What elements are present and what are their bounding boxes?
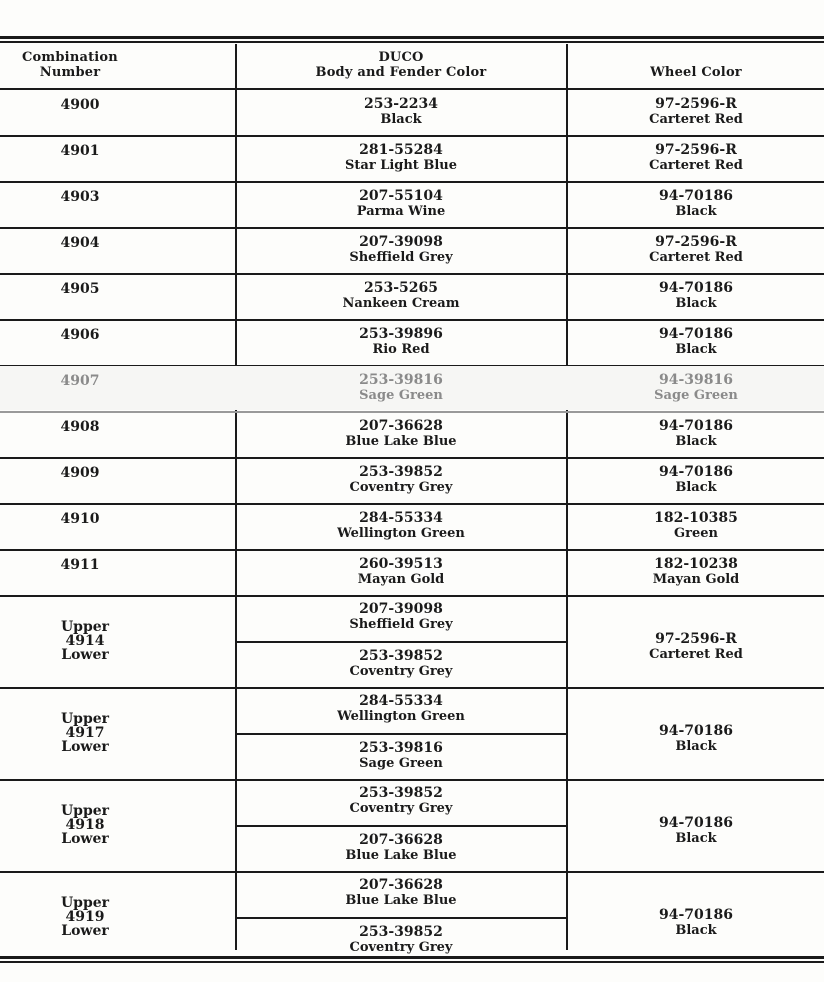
body-color-name: Star Light Blue — [345, 158, 457, 173]
wheel-color-code: 94-70186 — [659, 723, 733, 739]
header-duco: DUCO — [378, 50, 424, 65]
row-rule — [0, 595, 824, 597]
row-rule — [0, 411, 824, 413]
combination-number: 4906 — [60, 327, 100, 343]
combination-number: 4901 — [60, 143, 100, 159]
wheel-color-name: Black — [675, 739, 717, 754]
lower-body-color-code: 207-36628 — [359, 832, 443, 848]
combination-number: 4909 — [60, 465, 100, 481]
wheel-color-code: 94-70186 — [659, 326, 733, 342]
lower-body-color-name: Blue Lake Blue — [345, 848, 457, 863]
combination-number: 4914 — [65, 633, 105, 649]
row-rule — [0, 319, 824, 321]
row-rule — [0, 227, 824, 229]
row-rule — [0, 273, 824, 275]
wheel-color-code: 97-2596-R — [655, 142, 737, 158]
header-wheel-color — [568, 65, 824, 80]
body-color-name: Nankeen Cream — [342, 296, 460, 311]
combination-number: 4910 — [60, 511, 100, 527]
two-tone-lower-label: Lower — [61, 647, 109, 663]
wheel-color-code: 94-70186 — [659, 418, 733, 434]
body-color-name: Mayan Gold — [357, 572, 445, 587]
wheel-color-name: Black — [675, 480, 717, 495]
body-color-code: 253-39852 — [359, 464, 443, 480]
inner-row-rule — [236, 641, 566, 643]
wheel-color-name: Mayan Gold — [652, 572, 740, 587]
header-rule — [0, 88, 824, 90]
lower-body-color-name: Coventry Grey — [349, 940, 453, 955]
body-color-code: 253-39816 — [359, 372, 443, 388]
lower-body-color-code: 253-39852 — [359, 924, 443, 940]
bottom-rule — [0, 956, 824, 963]
row-rule — [0, 135, 824, 137]
body-color-name: Coventry Grey — [349, 480, 453, 495]
body-color-code: 207-36628 — [359, 418, 443, 434]
body-color-code: 281-55284 — [359, 142, 443, 158]
upper-body-color-code: 207-36628 — [359, 877, 443, 893]
inner-row-rule — [236, 917, 566, 919]
body-color-code: 253-5265 — [364, 280, 438, 296]
upper-body-color-name: Coventry Grey — [349, 801, 453, 816]
upper-body-color-name: Wellington Green — [337, 709, 465, 724]
combination-number: 4908 — [60, 419, 100, 435]
header-combination-line2: Number — [39, 65, 101, 80]
wheel-color-name: Black — [675, 296, 717, 311]
combination-number: 4900 — [60, 97, 100, 113]
wheel-color-code: 94-70186 — [659, 464, 733, 480]
wheel-color-name: Black — [675, 434, 717, 449]
header-body-fender-color — [236, 50, 566, 80]
upper-body-color-name: Sheffield Grey — [349, 617, 453, 632]
body-color-name: Wellington Green — [337, 526, 465, 541]
wheel-color-code: 94-70186 — [659, 280, 733, 296]
lower-body-color-name: Coventry Grey — [349, 664, 453, 679]
two-tone-lower-label: Lower — [61, 739, 109, 755]
body-color-code: 253-39896 — [359, 326, 443, 342]
two-tone-lower-label: Lower — [61, 923, 109, 939]
combination-number: 4917 — [65, 725, 105, 741]
body-color-name: Sage Green — [359, 388, 443, 403]
body-color-name: Black — [380, 112, 422, 127]
two-tone-upper-label: Upper — [60, 895, 110, 911]
wheel-color-code: 97-2596-R — [655, 96, 737, 112]
inner-row-rule — [236, 733, 566, 735]
body-color-name: Sheffield Grey — [349, 250, 453, 265]
body-color-code: 207-39098 — [359, 234, 443, 250]
header-wheel: Wheel Color — [650, 65, 742, 80]
upper-body-color-name: Blue Lake Blue — [345, 893, 457, 908]
row-rule — [0, 503, 824, 505]
upper-body-color-code: 253-39852 — [359, 785, 443, 801]
header-combination-number — [0, 50, 140, 80]
row-rule — [0, 457, 824, 459]
wheel-color-code: 182-10385 — [654, 510, 738, 526]
wheel-color-name: Sage Green — [654, 388, 738, 403]
wheel-color-name: Carteret Red — [649, 250, 743, 265]
combination-number: 4905 — [60, 281, 100, 297]
row-rule — [0, 181, 824, 183]
wheel-color-code: 97-2596-R — [655, 234, 737, 250]
wheel-color-name: Carteret Red — [649, 647, 743, 662]
body-color-name: Blue Lake Blue — [345, 434, 457, 449]
combination-number: 4907 — [60, 373, 100, 389]
upper-body-color-code: 207-39098 — [359, 601, 443, 617]
body-color-code: 207-55104 — [359, 188, 443, 204]
inner-row-rule — [236, 825, 566, 827]
two-tone-upper-label: Upper — [60, 711, 110, 727]
wheel-color-code: 97-2596-R — [655, 631, 737, 647]
wheel-color-name: Carteret Red — [649, 112, 743, 127]
two-tone-upper-label: Upper — [60, 803, 110, 819]
wheel-color-code: 94-70186 — [659, 907, 733, 923]
wheel-color-name: Black — [675, 204, 717, 219]
body-color-name: Parma Wine — [356, 204, 446, 219]
wheel-color-name: Black — [675, 342, 717, 357]
lower-body-color-name: Sage Green — [359, 756, 443, 771]
row-rule — [0, 871, 824, 873]
row-rule — [0, 549, 824, 551]
wheel-color-name: Black — [675, 923, 717, 938]
row-rule — [0, 779, 824, 781]
wheel-color-name: Black — [675, 831, 717, 846]
combination-number: 4918 — [65, 817, 105, 833]
body-color-code: 253-2234 — [364, 96, 438, 112]
combination-number: 4919 — [65, 909, 105, 925]
header-combination-line1: Combination — [22, 50, 118, 65]
combination-number: 4904 — [60, 235, 100, 251]
wheel-color-code: 94-70186 — [659, 188, 733, 204]
two-tone-lower-label: Lower — [61, 831, 109, 847]
combination-number: 4911 — [60, 557, 100, 573]
lower-body-color-code: 253-39816 — [359, 740, 443, 756]
wheel-color-code: 182-10238 — [654, 556, 738, 572]
top-rule — [0, 36, 824, 43]
wheel-color-code: 94-70186 — [659, 815, 733, 831]
upper-body-color-code: 284-55334 — [359, 693, 443, 709]
wheel-color-name: Carteret Red — [649, 158, 743, 173]
row-rule — [0, 687, 824, 689]
wheel-color-name: Green — [674, 526, 718, 541]
wheel-color-code: 94-39816 — [659, 372, 733, 388]
body-color-code: 284-55334 — [359, 510, 443, 526]
header-body-fender: Body and Fender Color — [315, 65, 487, 80]
combination-number: 4903 — [60, 189, 100, 205]
body-color-code: 260-39513 — [359, 556, 443, 572]
two-tone-upper-label: Upper — [60, 619, 110, 635]
lower-body-color-code: 253-39852 — [359, 648, 443, 664]
body-color-name: Rio Red — [372, 342, 430, 357]
